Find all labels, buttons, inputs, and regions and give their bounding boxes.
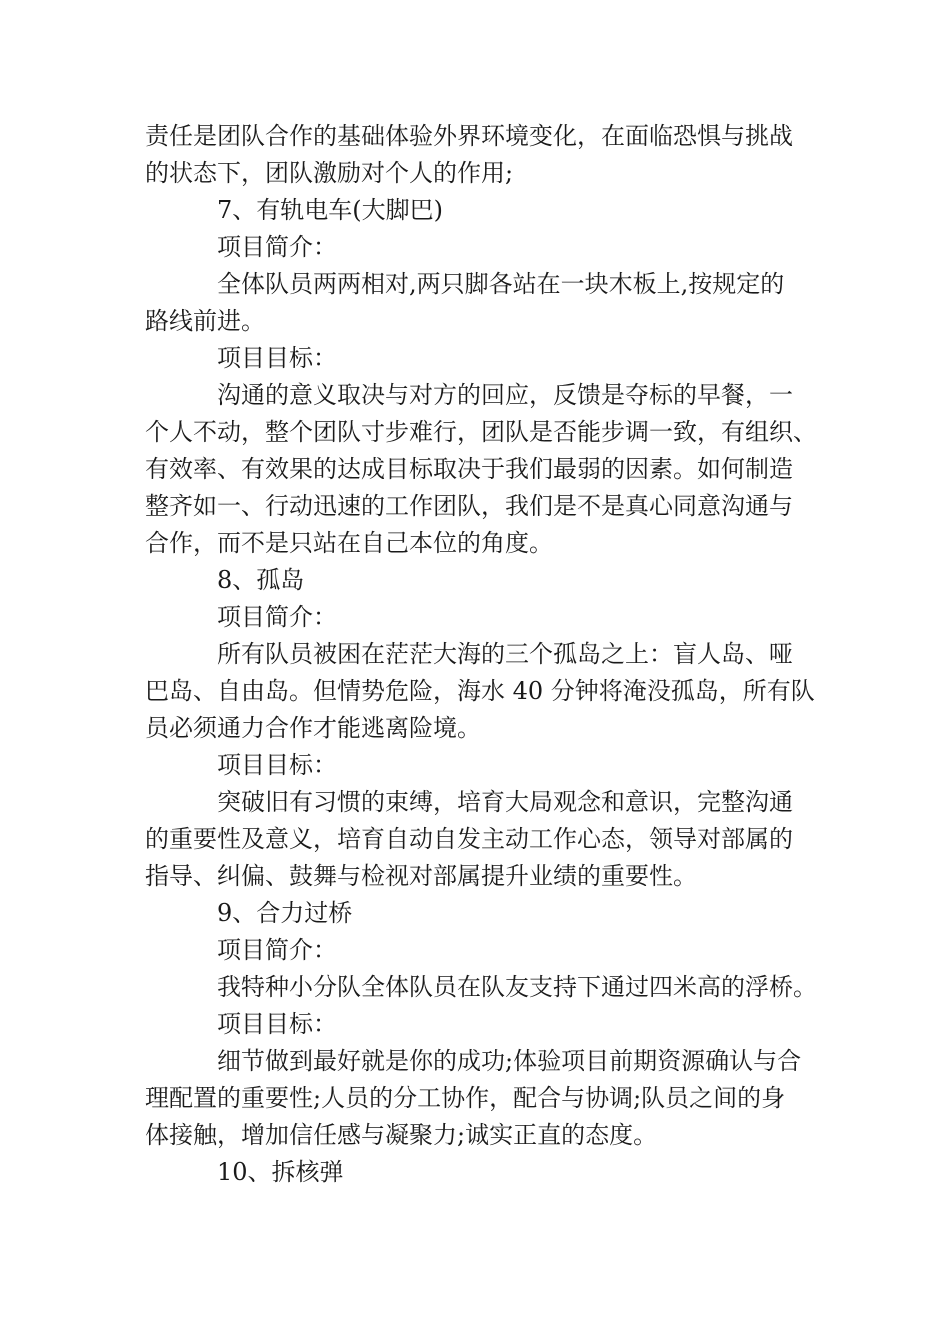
text-line: 突破旧有习惯的束缚，培育大局观念和意识，完整沟通 xyxy=(217,788,793,816)
text-line: 的状态下，团队激励对个人的作用; xyxy=(145,159,514,187)
text-line: 路线前进。 xyxy=(145,307,265,335)
text-line: 8、孤岛 xyxy=(217,566,305,594)
text-line: 所有队员被困在茫茫大海的三个孤岛之上：盲人岛、哑 xyxy=(217,640,793,668)
text-line: 体接触，增加信任感与凝聚力;诚实正直的态度。 xyxy=(145,1121,658,1149)
text-line: 员必须通力合作才能逃离险境。 xyxy=(145,714,481,742)
text-line: 细节做到最好就是你的成功;体验项目前期资源确认与合 xyxy=(217,1047,802,1075)
text-line: 指导、纠偏、鼓舞与检视对部属提升业绩的重要性。 xyxy=(145,862,697,890)
text-line: 10、拆核弹 xyxy=(217,1158,344,1186)
text-line: 7、有轨电车(大脚巴) xyxy=(217,196,443,224)
text-line: 9、合力过桥 xyxy=(217,899,353,927)
text-line: 合作，而不是只站在自己本位的角度。 xyxy=(145,529,553,557)
text-line: 全体队员两两相对,两只脚各站在一块木板上,按规定的 xyxy=(217,270,785,298)
text-line: 项目目标： xyxy=(217,1010,337,1038)
text-line: 项目目标： xyxy=(217,751,337,779)
text-line: 整齐如一、行动迅速的工作团队，我们是不是真心同意沟通与 xyxy=(145,492,793,520)
text-line: 项目简介： xyxy=(217,603,337,631)
text-line: 项目简介： xyxy=(217,936,337,964)
text-line: 有效率、有效果的达成目标取决于我们最弱的因素。如何制造 xyxy=(145,455,793,483)
text-line: 我特种小分队全体队员在队友支持下通过四米高的浮桥。 xyxy=(217,973,817,1001)
document-body xyxy=(145,118,817,1191)
text-line: 理配置的重要性;人员的分工协作，配合与协调;队员之间的身 xyxy=(145,1084,786,1112)
text-line: 的重要性及意义，培育自动自发主动工作心态，领导对部属的 xyxy=(145,825,793,853)
text-line: 责任是团队合作的基础体验外界环境变化，在面临恐惧与挑战 xyxy=(145,122,793,150)
text-line: 沟通的意义取决与对方的回应，反馈是夺标的早餐，一 xyxy=(217,381,793,409)
text-line: 个人不动，整个团队寸步难行，团队是否能步调一致，有组织、 xyxy=(145,418,817,446)
text-line: 巴岛、自由岛。但情势危险，海水 40 分钟将淹没孤岛，所有队 xyxy=(145,677,815,705)
text-line: 项目简介： xyxy=(217,233,337,261)
text-line: 项目目标： xyxy=(217,344,337,372)
